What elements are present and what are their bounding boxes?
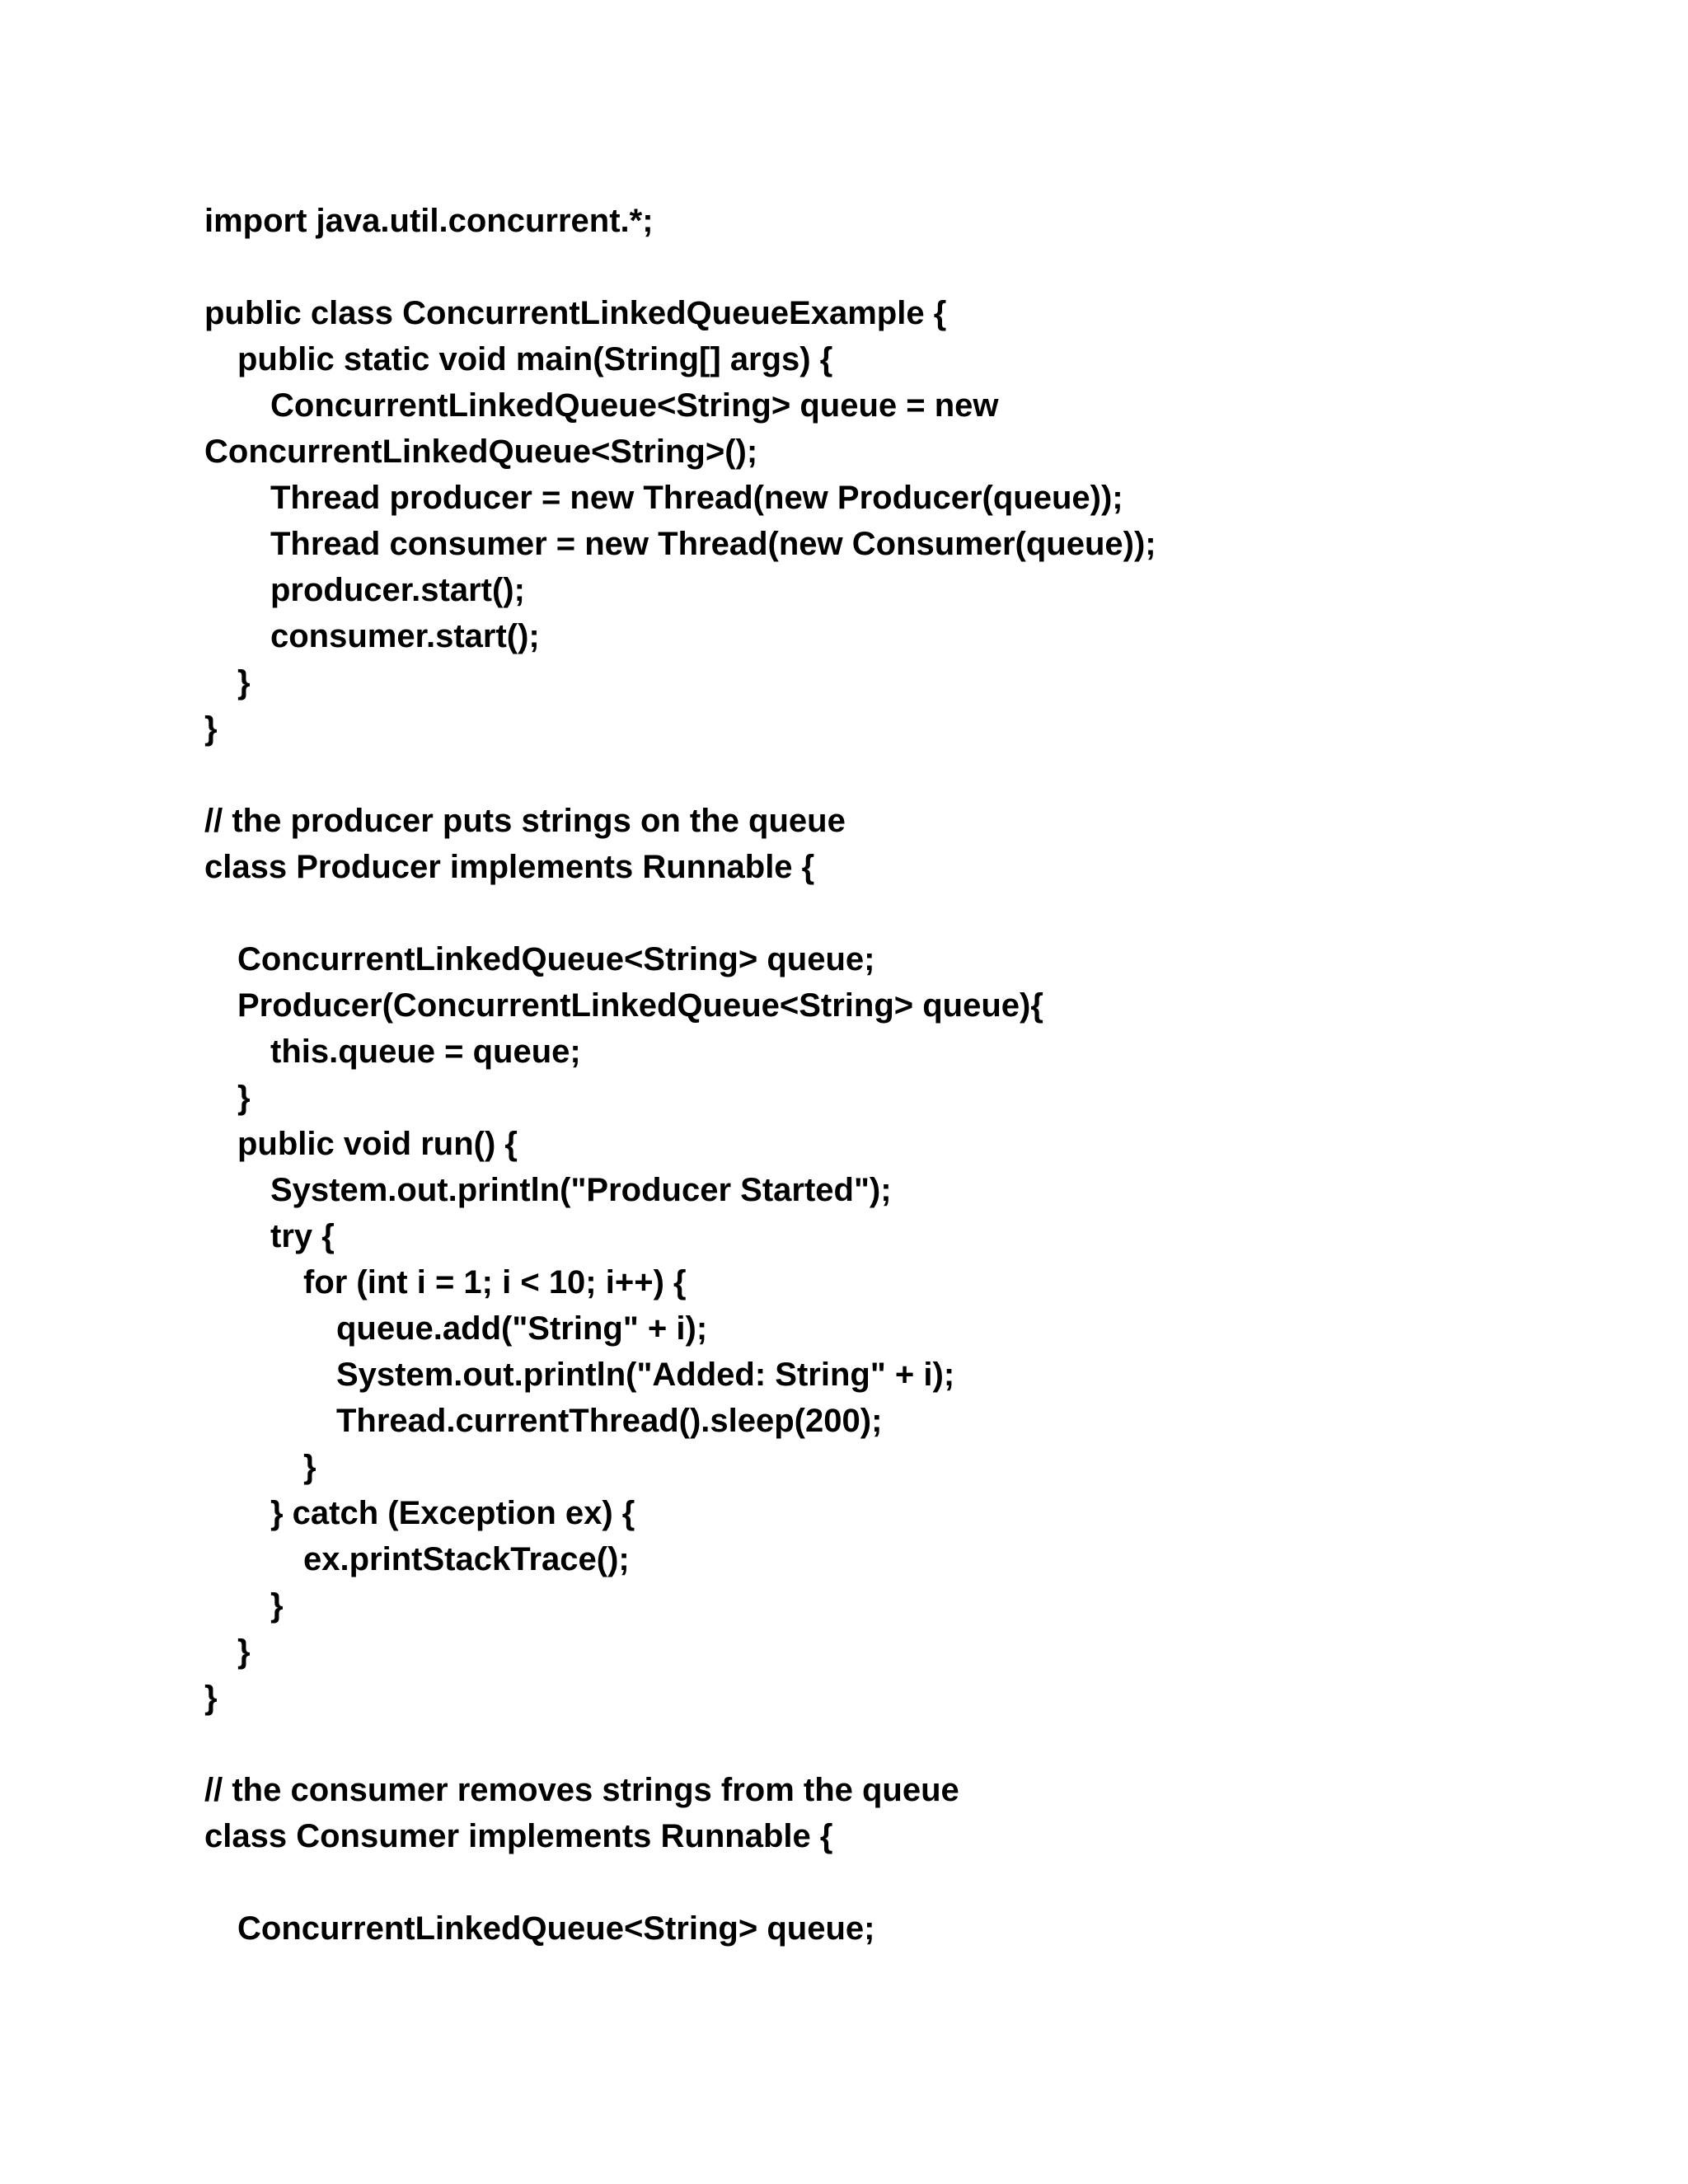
code-line — [204, 752, 1606, 798]
code-line: try { — [270, 1218, 335, 1254]
code-line: } — [303, 1449, 316, 1485]
code-line: ConcurrentLinkedQueue<String> queue = new — [270, 387, 999, 424]
code-line: consumer.start(); — [270, 618, 540, 654]
code-line: import java.util.concurrent.*; — [204, 203, 654, 239]
code-line: this.queue = queue; — [270, 1033, 581, 1070]
code-line: public static void main(String[] args) { — [237, 341, 833, 377]
code-line — [204, 1859, 1606, 1905]
code-line: ex.printStackTrace(); — [303, 1541, 630, 1577]
code-line — [204, 890, 1606, 936]
code-line: class Producer implements Runnable { — [204, 849, 815, 885]
code-comment: // the producer puts strings on the queue — [204, 803, 846, 839]
code-line: ConcurrentLinkedQueue<String>(); — [204, 434, 758, 470]
code-line: } — [237, 1633, 251, 1670]
code-line: public class ConcurrentLinkedQueueExample { — [204, 295, 947, 331]
code-line — [204, 1721, 1606, 1767]
code-line: System.out.println("Producer Started"); — [270, 1172, 892, 1208]
code-line: } — [237, 1080, 251, 1116]
code-line: } — [204, 710, 218, 747]
code-line: queue.add("String" + i); — [336, 1310, 708, 1347]
code-line: class Consumer implements Runnable { — [204, 1818, 833, 1854]
code-line: Thread producer = new Thread(new Producer(queue)); — [270, 480, 1123, 516]
code-line: } — [204, 1680, 218, 1716]
code-line: Thread.currentThread().sleep(200); — [336, 1403, 883, 1439]
code-line: ConcurrentLinkedQueue<String> queue; — [237, 941, 875, 977]
code-line: System.out.println("Added: String" + i); — [336, 1357, 955, 1393]
code-line: Producer(ConcurrentLinkedQueue<String> queue){ — [237, 987, 1043, 1024]
code-line: } — [237, 664, 251, 701]
code-line: public void run() { — [237, 1126, 518, 1162]
code-line: Thread consumer = new Thread(new Consumer(queue)); — [270, 526, 1156, 562]
code-line — [204, 244, 1606, 290]
code-line: producer.start(); — [270, 572, 525, 608]
code-listing — [204, 198, 1606, 1952]
code-comment: // the consumer removes strings from the queue — [204, 1772, 959, 1808]
code-line: ConcurrentLinkedQueue<String> queue; — [237, 1910, 875, 1947]
code-line: for (int i = 1; i < 10; i++) { — [303, 1264, 687, 1301]
code-line: } catch (Exception ex) { — [270, 1495, 635, 1531]
code-line: } — [270, 1587, 284, 1624]
